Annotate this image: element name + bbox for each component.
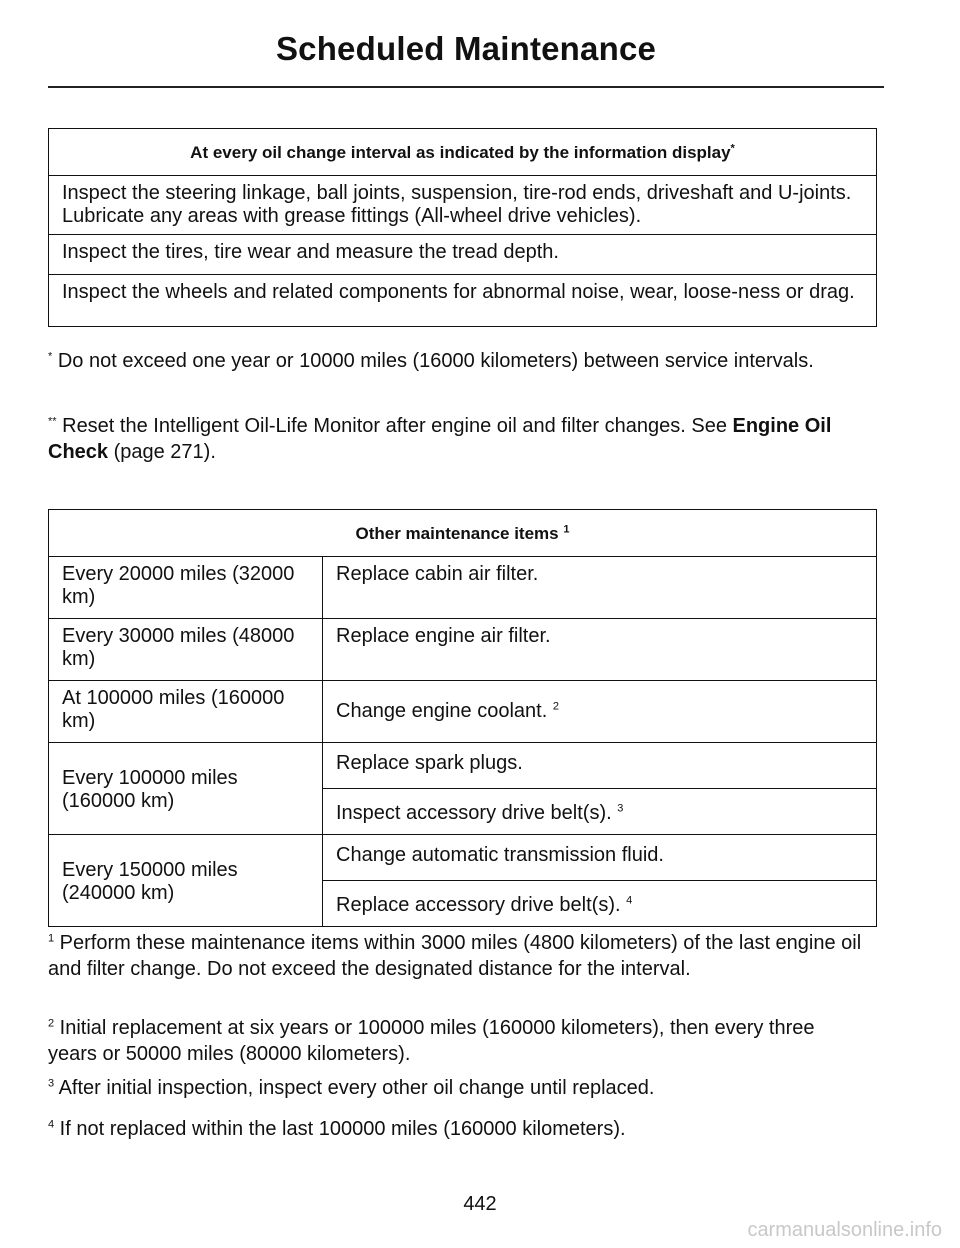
other-maintenance-table	[48, 509, 877, 927]
item-cell: Change automatic transmission fluid.	[323, 835, 877, 881]
interval-cell: Every 150000 miles (240000 km)	[49, 835, 323, 927]
table-heading: Other maintenance items $^1$	[49, 510, 877, 557]
item-cell: Replace cabin air filter.	[323, 557, 877, 619]
oil-change-interval-table	[48, 128, 877, 327]
engine-oil-check-link[interactable]: Engine Oil Check	[48, 415, 832, 463]
footnote: ** Reset the Intelligent Oil-Life Monitor after engine oil and filter changes. See Engine Oil Check (page 271).	[48, 415, 832, 463]
footnote: $^3$ After initial inspection, inspect every other oil change until replaced.	[48, 1077, 655, 1099]
interval-cell: Every 20000 miles (32000 km)	[49, 557, 323, 619]
interval-cell: At 100000 miles (160000 km)	[49, 681, 323, 743]
table-row: Inspect the steering linkage, ball joints, suspension, tire-rod ends, driveshaft and U-joints. Lubricate any areas with grease fittings (All-wheel drive vehicles).	[49, 176, 877, 235]
footnote: $^2$ Initial replacement at six years or 100000 miles (160000 kilometers), then every three years or 50000 miles (80000 kilometers).	[48, 1017, 815, 1065]
table-row: Inspect the wheels and related components for abnormal noise, wear, loose-ness or drag.	[49, 275, 877, 327]
page-header	[48, 30, 884, 88]
footnote: $^4$ If not replaced within the last 100000 miles (160000 kilometers).	[48, 1118, 626, 1140]
table-row: Inspect the tires, tire wear and measure the tread depth.	[49, 235, 877, 275]
footnote: $^1$ Perform these maintenance items within 3000 miles (4800 kilometers) of the last engine oil and filter change. Do not exceed the designated distance for the interval.	[48, 932, 862, 980]
page-number: 442	[463, 1193, 497, 1215]
item-cell: Change engine coolant. $^2$	[323, 681, 877, 743]
footnote: * Do not exceed one year or 10000 miles (16000 kilometers) between service intervals.	[48, 350, 814, 372]
item-cell: Replace spark plugs.	[323, 743, 877, 789]
table-heading: At every oil change interval as indicated by the information display*	[49, 129, 877, 176]
item-cell: Inspect accessory drive belt(s). $^3$	[323, 789, 877, 835]
interval-cell: Every 30000 miles (48000 km)	[49, 619, 323, 681]
item-cell: Replace accessory drive belt(s). $^4$	[323, 881, 877, 927]
item-cell: Replace engine air filter.	[323, 619, 877, 681]
watermark: carmanualsonline.info	[747, 1219, 942, 1241]
page-title: Scheduled Maintenance	[275, 30, 657, 67]
interval-cell: Every 100000 miles (160000 km)	[49, 743, 323, 835]
